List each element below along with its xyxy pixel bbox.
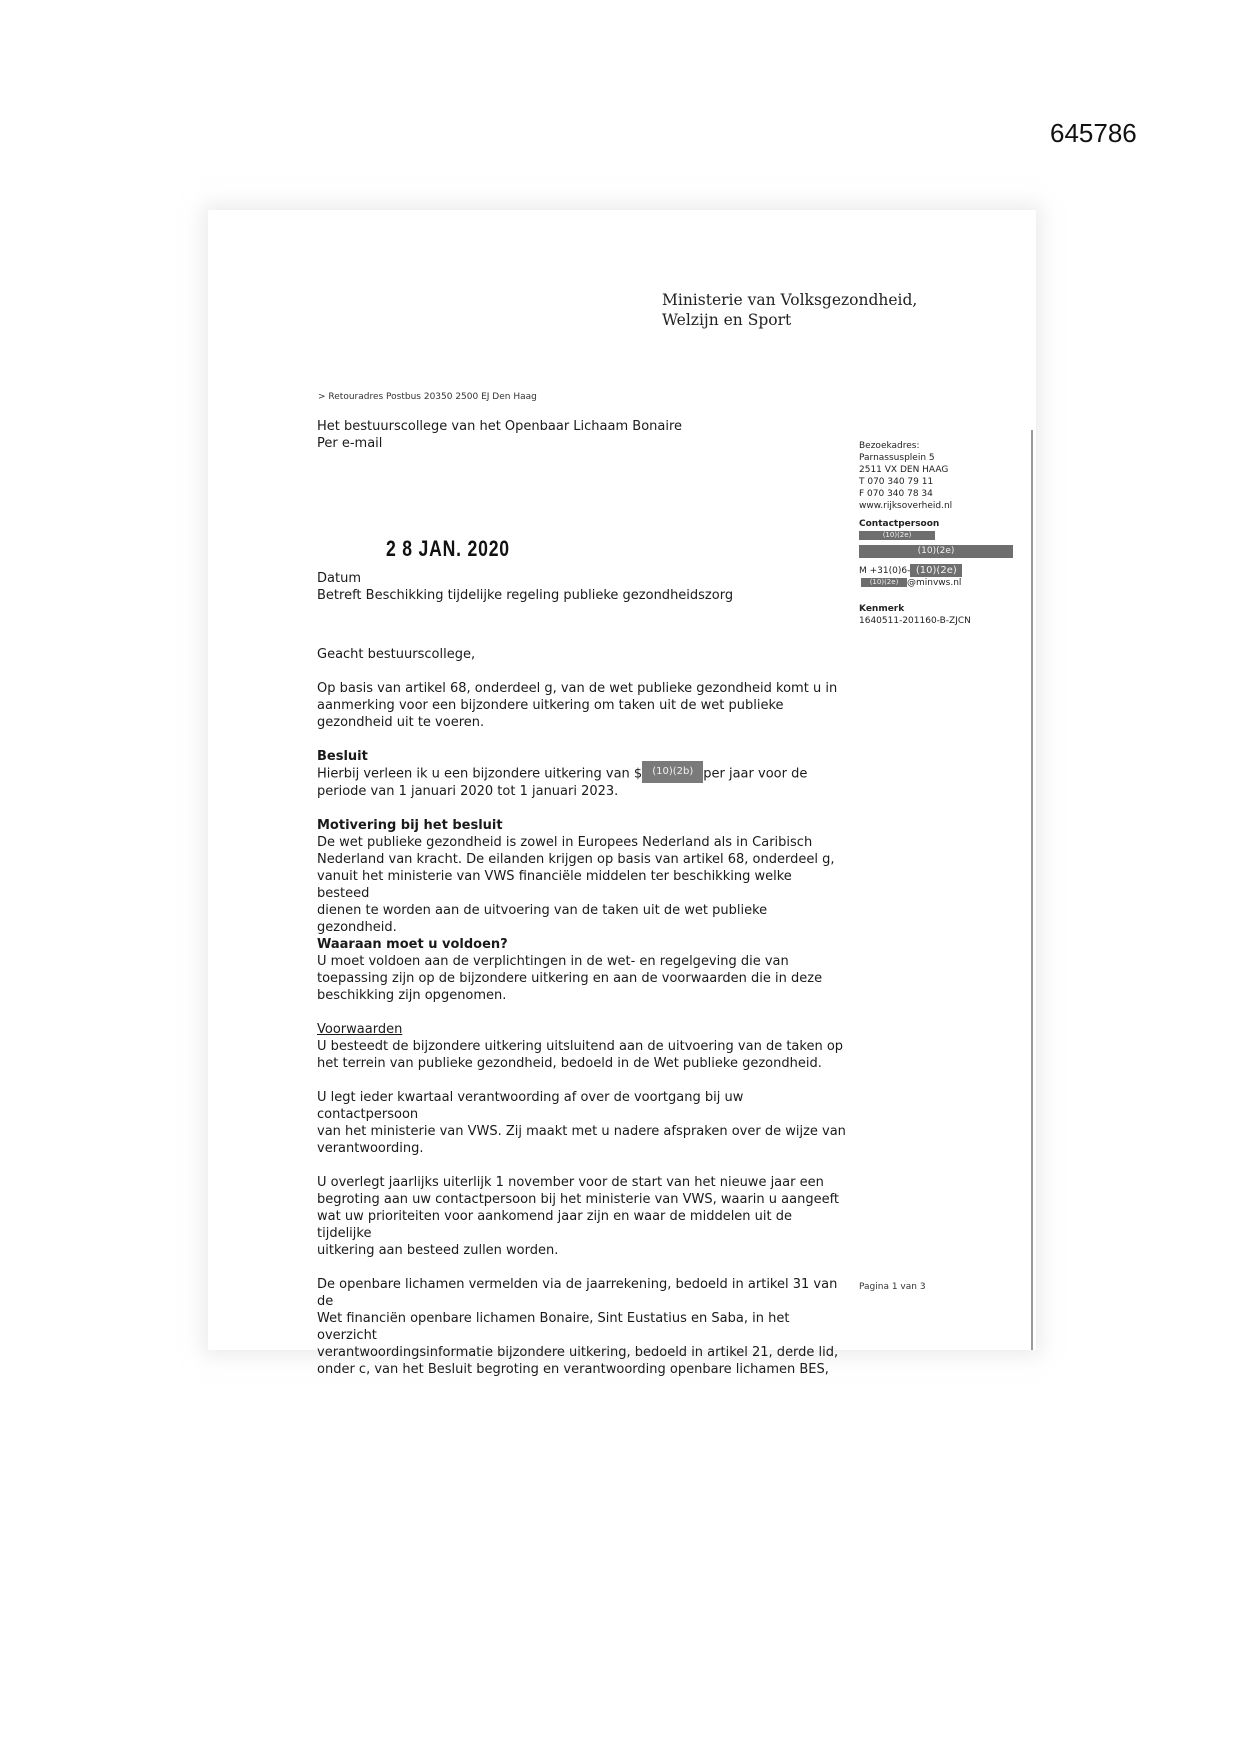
voorwaarden-line: van het ministerie van VWS. Zij maakt met u nadere afspraken over de wijze van	[317, 1124, 846, 1139]
visit-street: Parnassusplein 5	[859, 453, 935, 463]
besluit-line	[317, 765, 847, 783]
voorwaarden-heading: Voorwaarden	[317, 1022, 403, 1037]
besluit-text-part1: Hierbij verleen ik u een bijzondere uitkering van $	[317, 766, 643, 782]
voorwaarden-line: het terrein van publieke gezondheid, bedoeld in de Wet publieke gezondheid.	[317, 1056, 822, 1071]
redaction-contact-2: (10)(2e)	[859, 545, 1013, 558]
redaction-amount: (10)(2b)	[642, 761, 703, 783]
sender-sidebar	[859, 440, 1039, 627]
date-stamp: 2 8 JAN. 2020	[386, 536, 510, 561]
salutation: Geacht bestuurscollege,	[317, 647, 476, 662]
intro-line: gezondheid uit te voeren.	[317, 715, 485, 730]
redaction-contact-1: (10)(2e)	[859, 531, 935, 540]
voorwaarden-line: uitkering aan besteed zullen worden.	[317, 1243, 559, 1258]
ministry-name-line1: Ministerie van Volksgezondheid,	[662, 291, 918, 309]
delivery-method: Per e-mail	[317, 436, 383, 451]
besluit-line-2: periode van 1 januari 2020 tot 1 januari 2023.	[317, 784, 619, 799]
mobile-prefix: M +31(0)6-	[859, 566, 911, 576]
return-address: > Retouradres Postbus 20350 2500 EJ Den Haag	[318, 392, 537, 402]
voorwaarden-line: De openbare lichamen vermelden via de jaarrekening, bedoeld in artikel 31 van de	[317, 1277, 838, 1309]
motivering-line: vanuit het ministerie van VWS financiële middelen ter beschikking welke besteed	[317, 869, 792, 901]
reference-label: Kenmerk	[859, 604, 905, 614]
besluit-heading: Besluit	[317, 749, 368, 764]
voorwaarden-line: U overlegt jaarlijks uiterlijk 1 november voor de start van het nieuwe jaar een	[317, 1175, 824, 1190]
date-label: Datum	[317, 571, 361, 586]
motivering-line: Nederland van kracht. De eilanden krijgen op basis van artikel 68, onderdeel g,	[317, 852, 835, 867]
motivering-line: De wet publieke gezondheid is zowel in Europees Nederland als in Caribisch	[317, 835, 813, 850]
voorwaarden-line: wat uw prioriteiten voor aankomend jaar zijn en waar de middelen uit de tijdelijke	[317, 1209, 793, 1241]
document-number: 645786	[1050, 118, 1137, 148]
letter-body	[317, 570, 847, 1378]
subject-line: Betreft Beschikking tijdelijke regeling publieke gezondheidszorg	[317, 588, 734, 603]
email-domain: @minvws.nl	[907, 578, 962, 588]
addressee-block	[317, 418, 682, 452]
website: www.rijksoverheid.nl	[859, 501, 953, 511]
visit-city: 2511 VX DEN HAAG	[859, 465, 949, 475]
motivering-line: dienen te worden aan de uitvoering van de taken uit de wet publieke gezondheid.	[317, 903, 768, 935]
visit-address-label: Bezoekadres:	[859, 441, 920, 451]
page-number: Pagina 1 van 3	[859, 1282, 926, 1292]
phone-number: T 070 340 79 11	[859, 477, 934, 487]
fax-number: F 070 340 78 34	[859, 489, 933, 499]
waaraan-heading: Waaraan moet u voldoen?	[317, 937, 508, 952]
reference-value: 1640511-201160-B-ZJCN	[859, 616, 971, 626]
voorwaarden-line: verantwoording.	[317, 1141, 424, 1156]
motivering-heading: Motivering bij het besluit	[317, 818, 503, 833]
voorwaarden-line: Wet financiën openbare lichamen Bonaire, Sint Eustatius en Saba, in het overzicht	[317, 1311, 790, 1343]
addressee-name: Het bestuurscollege van het Openbaar Lichaam Bonaire	[317, 419, 683, 434]
redaction-mobile: (10)(2e)	[910, 564, 962, 577]
intro-line: Op basis van artikel 68, onderdeel g, van de wet publieke gezondheid komt u in	[317, 681, 838, 696]
intro-line: aanmerking voor een bijzondere uitkering om taken uit de wet publieke	[317, 698, 784, 713]
waaraan-line: toepassing zijn op de bijzondere uitkering en aan de voorwaarden die in deze	[317, 971, 823, 986]
voorwaarden-line: onder c, van het Besluit begroting en verantwoording openbare lichamen BES,	[317, 1362, 829, 1377]
voorwaarden-line: U besteedt de bijzondere uitkering uitsluitend aan de uitvoering van de taken op	[317, 1039, 844, 1054]
waaraan-line: beschikking zijn opgenomen.	[317, 988, 507, 1003]
ministry-name-line2: Welzijn en Sport	[662, 311, 792, 329]
waaraan-line: U moet voldoen aan de verplichtingen in de wet- en regelgeving die van	[317, 954, 789, 969]
voorwaarden-line: verantwoordingsinformatie bijzondere uitkering, bedoeld in artikel 21, derde lid,	[317, 1345, 839, 1360]
voorwaarden-line: begroting aan uw contactpersoon bij het ministerie van VWS, waarin u aangeeft	[317, 1192, 840, 1207]
besluit-text-part2: per jaar voor de	[703, 766, 808, 782]
redaction-email: (10)(2e)	[861, 578, 907, 587]
ministry-letterhead	[662, 290, 917, 330]
voorwaarden-line: U legt ieder kwartaal verantwoording af over de voortgang bij uw contactpersoon	[317, 1090, 744, 1122]
contact-label: Contactpersoon	[859, 519, 940, 529]
